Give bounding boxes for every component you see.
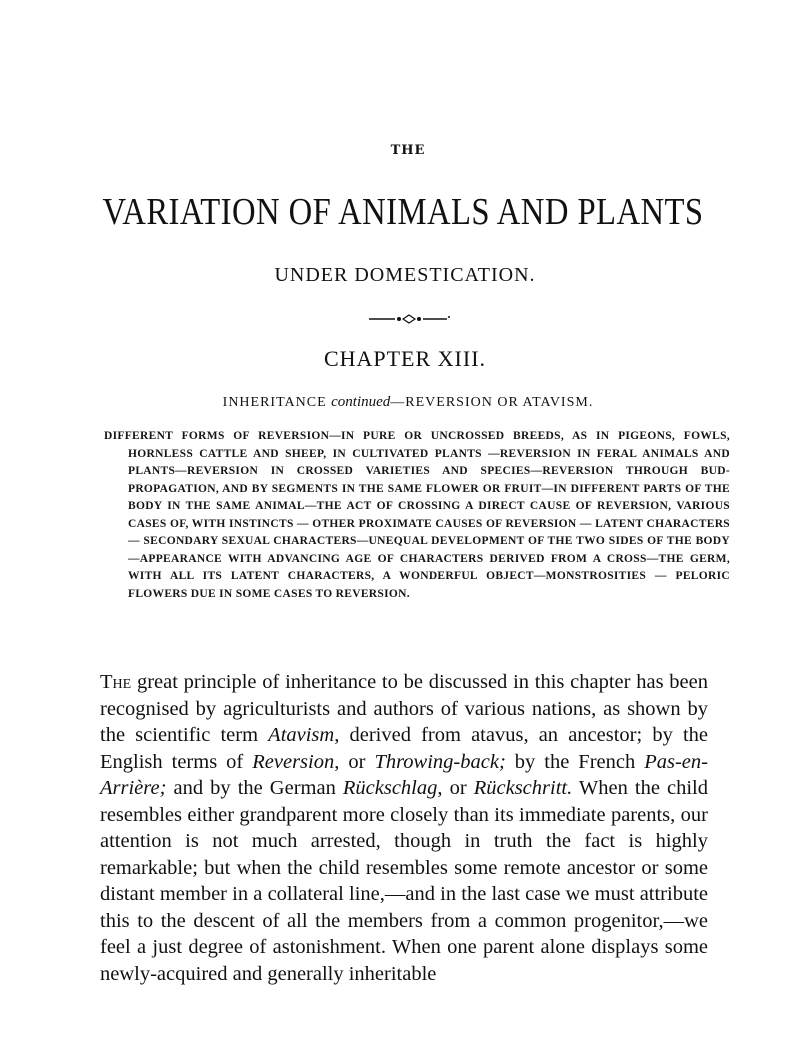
- chapter-summary: DIFFERENT FORMS OF REVERSION—IN PURE OR UNCROSSED BREEDS, AS IN PIGEONS, FOWLS, HORNLESS CATTLE AND SHEEP, IN CULTIVATED PLANTS —REVERSION IN FERAL ANIMALS AND PLANTS—REVERSION IN CROSSED VARIETIES AND SPECIES—REVERSION THROUGH BUD-PROPAGATION, AND BY SEGMENTS IN THE SAME FLOWER OR FRUIT—IN DIFFERENT PARTS OF THE BODY IN THE SAME ANIMAL—THE ACT OF CROSSING A DIRECT CAUSE OF REVERSION, VARIOUS CASES OF, WITH INSTINCTS — OTHER PROXIMATE CAUSES OF REVERSION — LATENT CHARACTERS — SECONDARY SEXUAL CHARACTERS—UNEQUAL DEVELOPMENT OF THE TWO SIDES OF THE BODY—APPEARANCE WITH ADVANCING AGE OF CHARACTERS DERIVED FROM A CROSS—THE GERM, WITH ALL ITS LATENT CHARACTERS, A WONDERFUL OBJECT—MONSTROSITIES — PELORIC FLOWERS DUE IN SOME CASES TO REVERSION.: [104, 430, 730, 600]
- book-title: VARIATION OF ANIMALS AND PLANTS: [102, 191, 704, 233]
- lead-word: The: [100, 671, 132, 693]
- body-text-run: great principle of inheritance to be discussed in this chapter has been recognised by agriculturists and authors of various nations, as shown by the scientific term: [100, 671, 708, 746]
- chapter-subtitle: [0, 394, 800, 411]
- chapter-heading: CHAPTER XIII.: [323, 346, 487, 371]
- title-prefix: THE: [390, 143, 426, 158]
- body-text-run: , derived from atavus, an ancestor; by the English terms of: [100, 724, 709, 773]
- body-text-run: , or: [437, 777, 474, 799]
- body-paragraph: [100, 669, 708, 987]
- chapter-subtitle-suffix: —REVERSION OR ATAVISM.: [390, 395, 594, 410]
- body-text-run: and by the German: [166, 777, 343, 799]
- body-text-run: When the child resembles either grandparent more closely than its immediate parents, our attention is not much arrested, though in truth the fact is highly remarkable; but when the child resembles some remote ancestor or some distant member in a collateral line,—and in the last case we must attribute this to the descent of all the members from a common progenitor,—we feel a just degree of astonishment. When one parent alone displays some newly-acquired and generally inheritable: [100, 777, 709, 985]
- italic-term: Reversion: [252, 750, 335, 773]
- chapter-subtitle-italic: continued: [331, 394, 391, 410]
- italic-term: Atavism: [268, 724, 335, 746]
- italic-term: Throwing-back;: [374, 750, 506, 773]
- italic-term: Pas-en-Arrière;: [100, 750, 708, 799]
- chapter-subtitle-prefix: INHERITANCE: [222, 395, 332, 410]
- body-text-run: by the French: [505, 750, 645, 773]
- italic-term: Rückschlag: [342, 777, 438, 799]
- body-text-run: , or: [334, 750, 375, 773]
- ornament-divider-icon: [369, 313, 451, 325]
- book-subtitle: UNDER DOMESTICATION.: [274, 264, 536, 286]
- italic-term: Rückschritt.: [473, 777, 573, 799]
